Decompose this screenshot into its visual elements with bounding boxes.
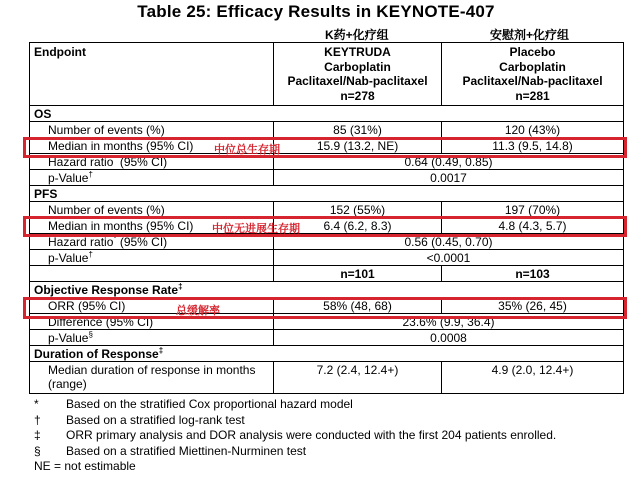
dor-median-arm2: 4.9 (2.0, 12.4+) (442, 362, 624, 394)
efficacy-table (29, 42, 624, 394)
n-row-empty (30, 266, 274, 282)
pfs-median-label: Median in months (95% CI) (30, 218, 274, 234)
orr-section-row (30, 282, 624, 298)
table-row (30, 314, 624, 330)
pfs-p-label: p-Value† (30, 250, 274, 266)
os-p-label: p-Value† (30, 170, 274, 186)
n-arm1: n=101 (274, 266, 442, 282)
orr-diff-value: 23.6% (9.9, 36.4) (274, 314, 624, 330)
pfs-median-arm1: 6.4 (6.2, 8.3) (274, 218, 442, 234)
os-events-label: Number of events (%) (30, 122, 274, 138)
os-section-row (30, 106, 624, 122)
os-median-chinese-note: 中位总生存期 (214, 144, 280, 156)
pfs-events-arm2: 197 (70%) (442, 202, 624, 218)
orr-chinese-note: 总缓解率 (176, 305, 220, 317)
table-row (30, 250, 624, 266)
arm2-n: n=281 (515, 88, 550, 103)
dor-median-arm1: 7.2 (2.4, 12.4+) (274, 362, 442, 394)
arm2-chemo: Carboplatin (499, 59, 566, 74)
table-row (30, 202, 624, 218)
pfs-hr-label: Hazard ratio* (95% CI) (30, 234, 274, 250)
table-row (30, 122, 624, 138)
orr-p-label: p-Value§ (30, 330, 274, 346)
arm2-taxane: Paclitaxel/Nab-paclitaxel (462, 74, 603, 88)
pfs-label: PFS (30, 186, 624, 202)
table-row (30, 330, 624, 346)
table-row (30, 362, 624, 394)
dor-section-row (30, 346, 624, 362)
dor-median-label: Median duration of response in months (range) (30, 362, 274, 394)
table-row (30, 218, 624, 234)
pfs-events-label: Number of events (%) (30, 202, 274, 218)
os-hr-label: Hazard ratio* (95% CI) (30, 154, 274, 170)
table-row (30, 298, 624, 314)
arm1-header (274, 43, 442, 106)
arm2-header (442, 43, 624, 106)
footnote: ‡ ORR primary analysis and DOR analysis were conducted with the first 204 patients enrolled. (34, 428, 557, 442)
orr-diff-label: Difference (95% CI) (30, 314, 274, 330)
table-row (30, 170, 624, 186)
footnotes (34, 397, 556, 475)
orr-ci-label: ORR (95% CI) (30, 298, 274, 314)
os-median-arm1: 15.9 (13.2, NE) (274, 138, 442, 154)
arm1-chemo: Carboplatin (324, 59, 391, 74)
n-row (30, 266, 624, 282)
footnote: † Based on a stratified log-rank test (34, 412, 245, 427)
pfs-hr-value: 0.56 (0.45, 0.70) (274, 234, 624, 250)
orr-label: Objective Response Rate‡ (30, 282, 624, 298)
os-median-arm2: 11.3 (9.5, 14.8) (442, 138, 624, 154)
orr-arm1: 58% (48, 68) (274, 298, 442, 314)
pfs-events-arm1: 152 (55%) (274, 202, 442, 218)
pfs-median-chinese-note: 中位无进展生存期 (212, 223, 300, 235)
os-events-arm2: 120 (43%) (442, 122, 624, 138)
os-p-value: 0.0017 (274, 170, 624, 186)
ne-note: NE = not estimable (34, 459, 136, 473)
footnote: * Based on the stratified Cox proportional hazard model (34, 397, 353, 411)
arm2-chinese-label: 安慰剂+化疗组 (490, 28, 570, 42)
dor-label: Duration of Response‡ (30, 346, 624, 362)
pfs-p-value: <0.0001 (274, 250, 624, 266)
os-hr-value: 0.64 (0.49, 0.85) (274, 154, 624, 170)
footnote: § Based on a stratified Miettinen-Nurminen test (34, 443, 307, 458)
os-events-arm1: 85 (31%) (274, 122, 442, 138)
table-header-row (30, 43, 624, 106)
table-row (30, 154, 624, 170)
endpoint-header: Endpoint (30, 43, 274, 106)
pfs-median-arm2: 4.8 (4.3, 5.7) (442, 218, 624, 234)
os-label: OS (30, 106, 624, 122)
orr-p-value: 0.0008 (274, 330, 624, 346)
orr-arm2: 35% (26, 45) (442, 298, 624, 314)
arm1-taxane: Paclitaxel/Nab-paclitaxel (287, 74, 428, 88)
pfs-section-row (30, 186, 624, 202)
table-row (30, 138, 624, 154)
arm1-n: n=278 (340, 88, 375, 103)
arm2-drug: Placebo (509, 45, 556, 59)
table-title: Table 25: Efficacy Results in KEYNOTE-407 (137, 2, 495, 21)
arm1-drug: KEYTRUDA (324, 45, 391, 59)
n-arm2: n=103 (442, 266, 624, 282)
table-row (30, 234, 624, 250)
arm1-chinese-label: K药+化疗组 (325, 28, 389, 42)
os-median-label: Median in months (95% CI) (30, 138, 274, 154)
